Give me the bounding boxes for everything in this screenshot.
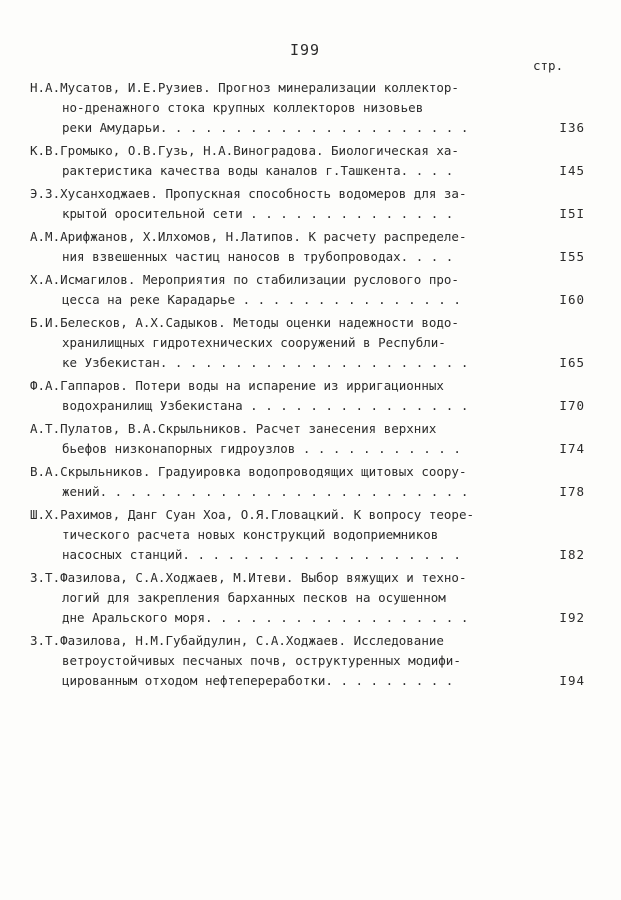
- toc-entry-title-line: В.А.Скрыльников. Градуировка водопроводящих щитовых соору-: [30, 464, 467, 479]
- toc-entry-page-number: I55: [559, 249, 585, 264]
- toc-entry-page-number: I94: [559, 673, 585, 688]
- toc-entry-title-line: Ш.Х.Рахимов, Данг Суан Хоа, О.Я.Гловацкий. К вопросу теоре-: [30, 507, 475, 522]
- toc-entry-continuation-line: но-дренажного стока крупных коллекторов низовьев: [62, 100, 424, 115]
- toc-entry-page-number: I36: [559, 120, 585, 135]
- toc-entry-continuation-line: хранилищных гидротехнических сооружений в Республи-: [62, 335, 446, 350]
- toc-entry-page-number: I65: [559, 355, 585, 370]
- page-column-header: стр.: [533, 58, 564, 73]
- toc-entry: [30, 462, 585, 502]
- toc-entry-continuation-line: ветроустойчивых песчаных почв, оструктуренных модифи-: [62, 653, 461, 668]
- toc-entry-page-number: I5I: [559, 206, 585, 221]
- toc-entry: [30, 419, 585, 459]
- toc-entry-continuation-line: водохранилищ Узбекистана . . . . . . . . . . . . . . .: [62, 398, 469, 413]
- toc-entry: [30, 631, 585, 691]
- toc-entry-continuation-line: бьефов низконапорных гидроузлов . . . . . . . . . . .: [62, 441, 461, 456]
- toc-entry-title-line: А.М.Арифжанов, Х.Илхомов, Н.Латипов. К расчету распределе-: [30, 229, 467, 244]
- toc-entry: [30, 376, 585, 416]
- toc-entry-title-line: Х.А.Исмагилов. Мероприятия по стабилизации руслового про-: [30, 272, 459, 287]
- toc-entry: [30, 568, 585, 628]
- toc-entry: [30, 78, 585, 138]
- toc-entry-title-line: А.Т.Пулатов, В.А.Скрыльников. Расчет занесения верхних: [30, 421, 437, 436]
- toc-entry-page-number: I60: [559, 292, 585, 307]
- page-number: I99: [290, 41, 321, 59]
- toc-entry-continuation-line: ния взвешенных частиц наносов в трубопроводах. . . .: [62, 249, 454, 264]
- toc-entry-title-line: Б.И.Белесков, А.Х.Садыков. Методы оценки надежности водо-: [30, 315, 459, 330]
- toc-entry-title-line: К.В.Громыко, О.В.Гузь, Н.А.Виноградова. Биологическая ха-: [30, 143, 459, 158]
- toc-entry-continuation-line: реки Амударьи. . . . . . . . . . . . . . . . . . . . .: [62, 120, 469, 135]
- toc-entry: [30, 141, 585, 181]
- toc-entry: [30, 313, 585, 373]
- toc-entry-continuation-line: крытой оросительной сети . . . . . . . . . . . . . .: [62, 206, 454, 221]
- toc-entry-title-line: Ф.А.Гаппаров. Потери воды на испарение из ирригационных: [30, 378, 444, 393]
- toc-entry-continuation-line: цесса на реке Карадарье . . . . . . . . . . . . . . .: [62, 292, 461, 307]
- toc-entry-continuation-line: жений. . . . . . . . . . . . . . . . . . . . . . . . .: [62, 484, 469, 499]
- toc-entry-page-number: I92: [559, 610, 585, 625]
- toc-entry: [30, 505, 585, 565]
- table-of-contents: [30, 78, 585, 694]
- toc-entry-continuation-line: тического расчета новых конструкций водоприемников: [62, 527, 439, 542]
- toc-entry-page-number: I70: [559, 398, 585, 413]
- toc-entry-continuation-line: дне Аральского моря. . . . . . . . . . . . . . . . . .: [62, 610, 469, 625]
- toc-entry: [30, 184, 585, 224]
- toc-entry-continuation-line: рактеристика качества воды каналов г.Ташкента. . . .: [62, 163, 454, 178]
- toc-entry: [30, 270, 585, 310]
- toc-entry-page-number: I78: [559, 484, 585, 499]
- toc-entry-page-number: I74: [559, 441, 585, 456]
- toc-entry-continuation-line: ке Узбекистан. . . . . . . . . . . . . . . . . . . . .: [62, 355, 469, 370]
- toc-entry-title-line: З.Т.Фазилова, Н.М.Губайдулин, С.А.Ходжаев. Исследование: [30, 633, 444, 648]
- toc-entry-continuation-line: логий для закрепления барханных песков на осушенном: [62, 590, 446, 605]
- toc-entry-title-line: Э.З.Хусанходжаев. Пропускная способность водомеров для за-: [30, 186, 467, 201]
- toc-entry-title-line: З.Т.Фазилова, С.А.Ходжаев, М.Итеви. Выбор вяжущих и техно-: [30, 570, 467, 585]
- toc-entry-continuation-line: цированным отходом нефтепереработки. . . . . . . . .: [62, 673, 454, 688]
- toc-entry-title-line: Н.А.Мусатов, И.Е.Рузиев. Прогноз минерализации коллектор-: [30, 80, 459, 95]
- toc-entry-page-number: I82: [559, 547, 585, 562]
- toc-entry: [30, 227, 585, 267]
- toc-entry-continuation-line: насосных станций. . . . . . . . . . . . . . . . . . .: [62, 547, 461, 562]
- toc-entry-page-number: I45: [559, 163, 585, 178]
